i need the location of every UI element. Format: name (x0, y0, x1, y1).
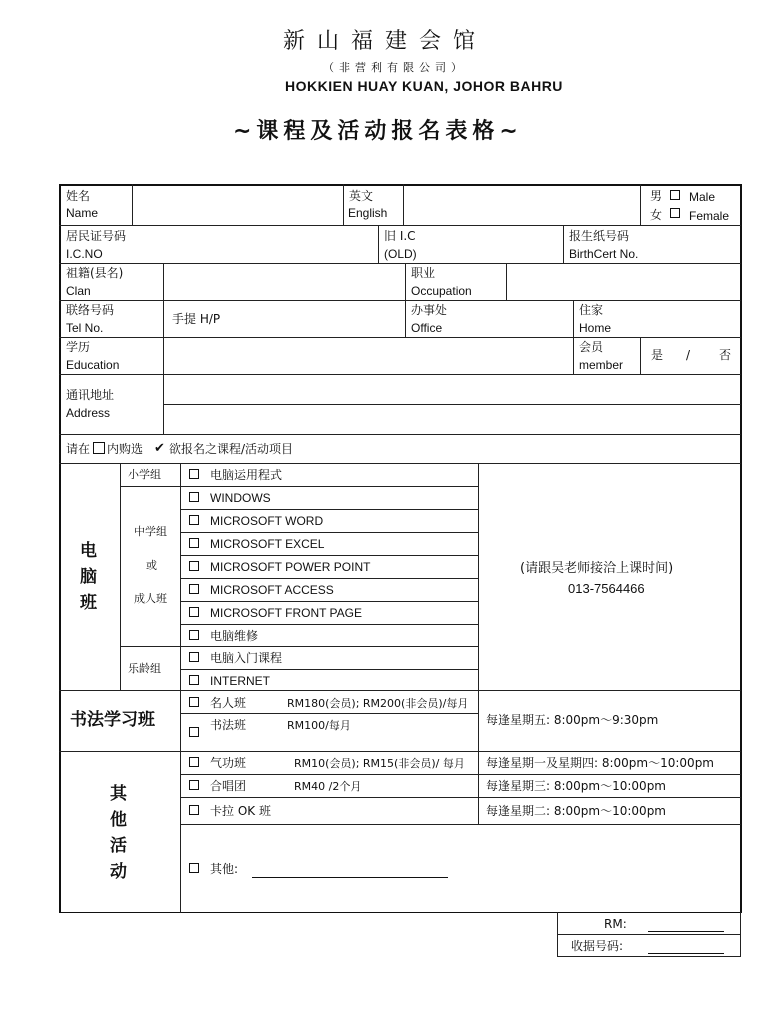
male-label-cn: 男 (650, 189, 663, 203)
divider (59, 690, 741, 691)
instruction-text-3: 欲报名之课程/活动项目 (169, 442, 294, 456)
ic-label-cn: 居民证号码 (66, 229, 127, 243)
divider (180, 555, 479, 556)
checkmark-icon: ✔ (154, 441, 165, 456)
divider (640, 184, 641, 226)
divider (163, 263, 164, 301)
activity-schedule: 每逢星期一及星期四: 8:00pm～10:00pm (486, 756, 715, 770)
home-label-en: Home (579, 321, 612, 335)
male-label-en: Male (689, 190, 716, 204)
course-fee: RM100/每月 (287, 719, 351, 732)
birthcert-label-cn: 报生纸号码 (569, 229, 630, 243)
other-section-char-4: 动 (110, 862, 127, 882)
activity-label: 合唱团 (210, 779, 247, 793)
address-label-cn: 通讯地址 (66, 388, 115, 402)
divider (405, 263, 406, 301)
other-section-char-2: 他 (110, 810, 127, 830)
activity-label: 卡拉 OK 班 (210, 804, 271, 818)
divider (59, 225, 741, 226)
occupation-label-en: Occupation (411, 284, 472, 298)
office-label-cn: 办事处 (411, 303, 448, 317)
course-fee: RM180(会员); RM200(非会员)/每月 (287, 697, 469, 710)
divider (59, 374, 741, 375)
member-label-en: member (579, 358, 624, 372)
divider (59, 263, 741, 264)
divider (120, 486, 479, 487)
divider (403, 184, 404, 226)
old-ic-label-en: (OLD) (384, 247, 417, 261)
birthcert-label-en: BirthCert No. (569, 247, 639, 261)
divider (180, 774, 741, 775)
name-label-cn: 姓名 (66, 189, 91, 203)
divider (59, 300, 741, 301)
secondary-group-label-1: 中学组 (134, 525, 167, 538)
tel-label-cn: 联络号码 (66, 303, 115, 317)
divider (478, 463, 479, 825)
divider (506, 263, 507, 301)
frame-left (59, 184, 61, 913)
divider (563, 225, 564, 264)
divider (180, 669, 479, 670)
org-nonprofit-note: （非营利有限公司） (323, 61, 467, 74)
name-field[interactable] (134, 186, 342, 224)
divider (180, 624, 479, 625)
other-activity-label: 其他: (210, 862, 239, 876)
course-checkbox[interactable] (189, 561, 199, 571)
divider (132, 184, 133, 226)
calligraphy-schedule: 每逢星期五: 8:00pm～9:30pm (486, 713, 659, 727)
calligraphy-section-title: 书法学习班 (70, 710, 155, 730)
course-label: 名人班 (210, 696, 247, 710)
divider (59, 434, 741, 435)
office-label-en: Office (411, 321, 443, 335)
divider (573, 300, 574, 338)
activity-schedule: 每逢星期三: 8:00pm～10:00pm (486, 779, 667, 793)
activity-label: 气功班 (210, 756, 247, 770)
course-label: MICROSOFT ACCESS (210, 583, 334, 597)
computer-section-char-3: 班 (80, 593, 97, 613)
member-yes-option[interactable]: 是 (651, 348, 664, 362)
english-name-label-en: English (348, 206, 388, 220)
course-label: MICROSOFT EXCEL (210, 537, 325, 551)
course-label: 电脑维修 (210, 629, 259, 643)
course-label: MICROSOFT POWER POINT (210, 560, 371, 574)
divider (120, 646, 479, 647)
course-label: 电脑入门课程 (210, 651, 283, 665)
secondary-group-label-2: 或 (146, 559, 157, 572)
sample-checkbox-icon (93, 442, 105, 454)
course-label: MICROSOFT FRONT PAGE (210, 606, 363, 620)
org-english-name: HOKKIEN HUAY KUAN, JOHOR BAHRU (285, 78, 563, 94)
instruction-text-2: 内购选 (107, 442, 144, 456)
divider (120, 463, 121, 691)
divider (343, 184, 344, 226)
course-checkbox[interactable] (189, 630, 199, 640)
divider (378, 225, 379, 264)
rm-input-line[interactable] (648, 931, 724, 932)
home-label-cn: 住家 (579, 303, 604, 317)
divider (180, 532, 479, 533)
course-label: WINDOWS (210, 491, 271, 505)
divider (180, 797, 741, 798)
course-checkbox[interactable] (189, 538, 199, 548)
computer-contact-phone: 013-7564466 (568, 581, 645, 596)
divider (180, 578, 479, 579)
course-label: MICROSOFT WORD (210, 514, 324, 528)
activity-checkbox[interactable] (189, 805, 199, 815)
divider (180, 509, 479, 510)
activity-schedule: 每逢星期二: 8:00pm～10:00pm (486, 804, 667, 818)
course-checkbox[interactable] (189, 727, 199, 737)
english-name-label-cn: 英文 (349, 189, 374, 203)
receipt-number-label: 收据号码: (571, 939, 624, 953)
activity-checkbox[interactable] (189, 780, 199, 790)
computer-contact-note: (请跟吴老师接洽上课时间) (520, 561, 674, 576)
other-activity-checkbox[interactable] (189, 863, 199, 873)
divider (557, 934, 741, 935)
activity-fee: RM10(会员); RM15(非会员)/ 每月 (294, 757, 465, 770)
computer-section-char-1: 电 (80, 541, 97, 561)
divider (59, 463, 741, 464)
female-label-cn: 女 (650, 208, 663, 222)
primary-group-label: 小学组 (128, 468, 161, 481)
clan-label-en: Clan (66, 284, 91, 298)
divider (180, 463, 181, 913)
education-label-en: Education (66, 358, 120, 372)
divider (163, 404, 741, 405)
receipt-number-input-line[interactable] (648, 953, 724, 954)
course-checkbox[interactable] (189, 515, 199, 525)
occupation-label-cn: 职业 (411, 266, 436, 280)
clan-label-cn: 祖籍(县名) (66, 266, 124, 280)
computer-section-char-2: 脑 (80, 567, 97, 587)
activity-checkbox[interactable] (189, 757, 199, 767)
divider (163, 300, 164, 338)
org-chinese-name: 新山福建会馆 (283, 29, 488, 54)
member-option-separator: / (686, 348, 691, 362)
frame-bottom (59, 912, 742, 913)
member-no-option[interactable]: 否 (719, 348, 732, 362)
english-name-field[interactable] (405, 186, 639, 224)
other-section-char-3: 活 (110, 836, 127, 856)
ic-label-en: I.C.NO (66, 247, 103, 261)
divider (180, 713, 479, 714)
course-checkbox[interactable] (189, 652, 199, 662)
other-activity-input-line[interactable] (252, 877, 448, 878)
divider (405, 300, 406, 338)
course-label: 电脑运用程式 (210, 468, 283, 482)
education-label-cn: 学历 (66, 340, 91, 354)
instruction-text-1: 请在 (66, 442, 91, 456)
course-checkbox[interactable] (189, 584, 199, 594)
rm-label: RM: (604, 917, 627, 931)
form-title: ~课程及活动报名表格~ (233, 119, 523, 144)
divider (180, 824, 741, 825)
divider (573, 337, 574, 375)
course-checkbox[interactable] (189, 675, 199, 685)
senior-group-label: 乐龄组 (128, 662, 161, 675)
secondary-group-label-3: 成人班 (134, 592, 167, 605)
divider (640, 337, 641, 375)
divider (557, 956, 741, 957)
frame-right (740, 184, 742, 913)
course-checkbox[interactable] (189, 697, 199, 707)
divider (740, 912, 741, 957)
old-ic-label-cn: 旧 I.C (384, 229, 416, 243)
activity-fee: RM40 /2个月 (294, 780, 362, 793)
address-label-en: Address (66, 406, 111, 420)
name-label-en: Name (66, 206, 99, 220)
female-checkbox[interactable] (670, 208, 680, 218)
divider (59, 751, 741, 752)
divider (180, 601, 479, 602)
female-label-en: Female (689, 209, 730, 223)
course-checkbox[interactable] (189, 607, 199, 617)
divider (163, 337, 164, 375)
tel-label-en: Tel No. (66, 321, 104, 335)
course-label: INTERNET (210, 674, 270, 688)
course-checkbox[interactable] (189, 469, 199, 479)
handphone-label: 手提 H/P (172, 312, 221, 326)
other-section-char-1: 其 (110, 784, 127, 804)
course-label: 书法班 (210, 718, 247, 732)
member-label-cn: 会员 (579, 340, 604, 354)
male-checkbox[interactable] (670, 190, 680, 200)
divider (59, 337, 741, 338)
course-checkbox[interactable] (189, 492, 199, 502)
